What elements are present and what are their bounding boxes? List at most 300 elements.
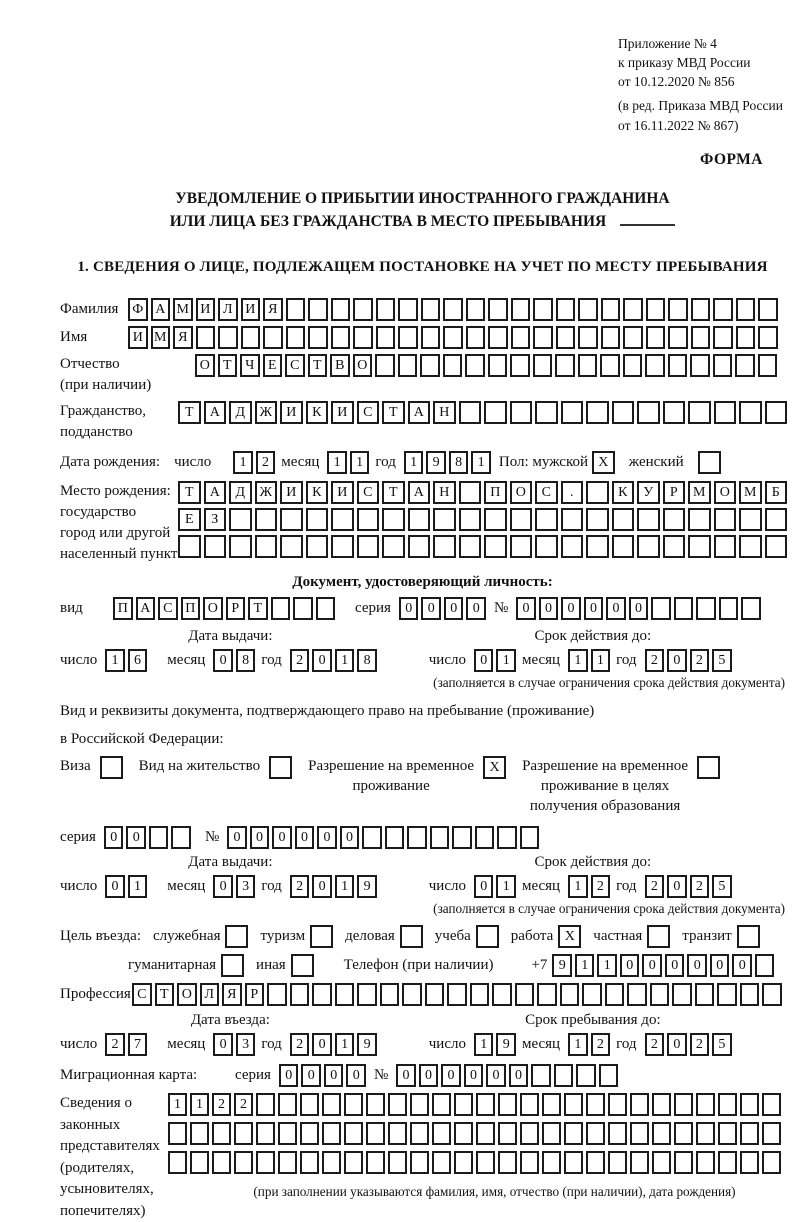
cell[interactable]	[713, 354, 733, 377]
cell[interactable]: 0	[312, 875, 332, 898]
cell[interactable]: 1	[168, 1093, 187, 1116]
cell[interactable]: Д	[229, 401, 252, 424]
cell[interactable]	[425, 983, 445, 1006]
cell[interactable]	[556, 326, 576, 349]
entry-month-boxes[interactable]	[213, 1033, 255, 1056]
cell[interactable]: 1	[496, 875, 516, 898]
cell[interactable]: Т	[308, 354, 328, 377]
cell[interactable]: 0	[509, 1064, 529, 1087]
cell[interactable]	[408, 535, 431, 558]
cell[interactable]: 0	[421, 597, 441, 620]
cell[interactable]	[241, 326, 261, 349]
cell[interactable]	[758, 326, 778, 349]
cell[interactable]	[718, 1093, 737, 1116]
citizenship-boxes[interactable]	[178, 401, 787, 424]
cell[interactable]	[280, 535, 303, 558]
cell[interactable]: 8	[357, 649, 377, 672]
purpose-transit-checkbox[interactable]	[737, 925, 760, 948]
cell[interactable]: И	[241, 298, 261, 321]
cell[interactable]	[432, 1122, 451, 1145]
purpose-study-checkbox[interactable]	[476, 925, 499, 948]
cell[interactable]: Р	[226, 597, 246, 620]
cell[interactable]	[510, 508, 533, 531]
cell[interactable]	[735, 354, 755, 377]
cell[interactable]: 0	[346, 1064, 366, 1087]
cell[interactable]: 0	[687, 954, 707, 977]
cell[interactable]	[637, 401, 660, 424]
cell[interactable]	[533, 326, 553, 349]
cell[interactable]	[256, 1093, 275, 1116]
cell[interactable]: Ф	[128, 298, 148, 321]
cell[interactable]	[421, 326, 441, 349]
cell[interactable]: П	[113, 597, 133, 620]
cell[interactable]	[398, 354, 418, 377]
cell[interactable]: 0	[710, 954, 730, 977]
cell[interactable]	[736, 298, 756, 321]
cell[interactable]	[663, 508, 686, 531]
cell[interactable]	[308, 298, 328, 321]
cell[interactable]: 5	[712, 875, 732, 898]
cell[interactable]	[765, 401, 788, 424]
cell[interactable]	[758, 298, 778, 321]
cell[interactable]: 0	[317, 826, 337, 849]
cell[interactable]: 1	[335, 1033, 355, 1056]
cell[interactable]	[498, 1093, 517, 1116]
cell[interactable]	[316, 597, 336, 620]
cell[interactable]	[713, 326, 733, 349]
birth-place-row-1-boxes[interactable]	[178, 481, 787, 504]
given-name-boxes[interactable]	[128, 326, 778, 349]
cell[interactable]	[278, 1093, 297, 1116]
doc-issue-month-boxes[interactable]	[213, 649, 255, 672]
cell[interactable]	[488, 298, 508, 321]
cell[interactable]	[221, 954, 244, 977]
cell[interactable]: 0	[732, 954, 752, 977]
cell[interactable]: С	[357, 401, 380, 424]
cell[interactable]	[637, 535, 660, 558]
cell[interactable]	[647, 925, 670, 948]
cell[interactable]	[382, 535, 405, 558]
cell[interactable]	[739, 535, 762, 558]
cell[interactable]: 5	[712, 1033, 732, 1056]
cell[interactable]	[408, 508, 431, 531]
cell[interactable]	[388, 1093, 407, 1116]
cell[interactable]	[510, 535, 533, 558]
cell[interactable]: Т	[382, 481, 405, 504]
cell[interactable]: 2	[290, 649, 310, 672]
cell[interactable]: 0	[584, 597, 604, 620]
residence-permit-checkbox[interactable]	[269, 756, 292, 779]
cell[interactable]	[484, 508, 507, 531]
cell[interactable]	[668, 298, 688, 321]
cell[interactable]	[646, 326, 666, 349]
residence-expiry-day-boxes[interactable]	[474, 875, 516, 898]
cell[interactable]	[470, 983, 490, 1006]
surname-boxes[interactable]	[128, 298, 778, 321]
cell[interactable]	[739, 401, 762, 424]
cell[interactable]: 0	[606, 597, 626, 620]
cell[interactable]	[388, 1122, 407, 1145]
cell[interactable]: .	[561, 481, 584, 504]
cell[interactable]	[542, 1122, 561, 1145]
cell[interactable]: 1	[474, 1033, 494, 1056]
cell[interactable]	[646, 298, 666, 321]
cell[interactable]	[322, 1122, 341, 1145]
cell[interactable]	[601, 326, 621, 349]
cell[interactable]	[586, 401, 609, 424]
cell[interactable]	[578, 326, 598, 349]
cell[interactable]: 2	[234, 1093, 253, 1116]
cell[interactable]: О	[195, 354, 215, 377]
cell[interactable]: 0	[629, 597, 649, 620]
cell[interactable]	[331, 326, 351, 349]
cell[interactable]	[100, 756, 123, 779]
cell[interactable]: Н	[433, 481, 456, 504]
cell[interactable]	[255, 535, 278, 558]
cell[interactable]	[290, 983, 310, 1006]
cell[interactable]	[637, 508, 660, 531]
cell[interactable]	[651, 597, 671, 620]
doc-expiry-day-boxes[interactable]	[474, 649, 516, 672]
cell[interactable]	[357, 535, 380, 558]
cell[interactable]	[586, 508, 609, 531]
doc-issue-day-boxes[interactable]	[105, 649, 147, 672]
cell[interactable]: 9	[496, 1033, 516, 1056]
cell[interactable]: 0	[324, 1064, 344, 1087]
cell[interactable]: 1	[575, 954, 595, 977]
purpose-tourism-checkbox[interactable]	[310, 925, 333, 948]
cell[interactable]	[696, 1093, 715, 1116]
cell[interactable]	[561, 535, 584, 558]
cell[interactable]	[533, 298, 553, 321]
cell[interactable]: Е	[263, 354, 283, 377]
cell[interactable]	[225, 925, 248, 948]
residence-issue-year-boxes[interactable]	[290, 875, 377, 898]
cell[interactable]: 2	[105, 1033, 125, 1056]
cell[interactable]: А	[204, 481, 227, 504]
cell[interactable]: Я	[173, 326, 193, 349]
cell[interactable]	[531, 1064, 551, 1087]
cell[interactable]	[520, 826, 540, 849]
cell[interactable]: 0	[250, 826, 270, 849]
cell[interactable]	[459, 535, 482, 558]
cell[interactable]	[256, 1122, 275, 1145]
cell[interactable]: 0	[642, 954, 662, 977]
purpose-official-checkbox[interactable]	[225, 925, 248, 948]
cell[interactable]: 1	[404, 451, 424, 474]
cell[interactable]	[739, 508, 762, 531]
cell[interactable]	[718, 1122, 737, 1145]
cell[interactable]	[736, 326, 756, 349]
cell[interactable]	[582, 983, 602, 1006]
cell[interactable]: Е	[178, 508, 201, 531]
cell[interactable]	[586, 535, 609, 558]
doc-issue-year-boxes[interactable]	[290, 649, 377, 672]
cell[interactable]	[443, 354, 463, 377]
cell[interactable]: 0	[486, 1064, 506, 1087]
cell[interactable]	[492, 983, 512, 1006]
cell[interactable]	[382, 508, 405, 531]
cell[interactable]	[310, 925, 333, 948]
cell[interactable]	[488, 354, 508, 377]
cell[interactable]	[269, 756, 292, 779]
birth-day-boxes[interactable]	[233, 451, 275, 474]
cell[interactable]	[375, 354, 395, 377]
cell[interactable]	[168, 1122, 187, 1145]
phone-boxes[interactable]	[552, 954, 774, 977]
cell[interactable]: О	[353, 354, 373, 377]
cell[interactable]	[476, 1093, 495, 1116]
cell[interactable]	[688, 508, 711, 531]
cell[interactable]: 1	[105, 649, 125, 672]
cell[interactable]: О	[203, 597, 223, 620]
cell[interactable]	[178, 535, 201, 558]
cell[interactable]: Б	[765, 481, 788, 504]
cell[interactable]	[578, 354, 598, 377]
cell[interactable]	[234, 1122, 253, 1145]
cell[interactable]: 2	[645, 1033, 665, 1056]
cell[interactable]: 9	[552, 954, 572, 977]
cell[interactable]: 1	[568, 649, 588, 672]
profession-boxes[interactable]	[132, 983, 782, 1006]
cell[interactable]: 1	[591, 649, 611, 672]
residence-issue-day-boxes[interactable]	[105, 875, 147, 898]
cell[interactable]: 0	[399, 597, 419, 620]
cell[interactable]	[229, 535, 252, 558]
cell[interactable]	[608, 1093, 627, 1116]
cell[interactable]	[674, 1122, 693, 1145]
cell[interactable]: С	[535, 481, 558, 504]
cell[interactable]	[430, 826, 450, 849]
residence-expiry-month-boxes[interactable]	[568, 875, 610, 898]
patronymic-boxes[interactable]	[195, 354, 777, 377]
cell[interactable]	[542, 1093, 561, 1116]
cell[interactable]	[484, 535, 507, 558]
birth-month-boxes[interactable]	[327, 451, 369, 474]
cell[interactable]	[510, 401, 533, 424]
cell[interactable]: 3	[236, 875, 256, 898]
cell[interactable]: 0	[301, 1064, 321, 1087]
cell[interactable]	[190, 1122, 209, 1145]
cell[interactable]	[149, 826, 169, 849]
cell[interactable]: 0	[419, 1064, 439, 1087]
cell[interactable]	[535, 508, 558, 531]
cell[interactable]: Я	[263, 298, 283, 321]
cell[interactable]	[696, 597, 716, 620]
cell[interactable]	[564, 1122, 583, 1145]
cell[interactable]	[475, 826, 495, 849]
cell[interactable]: 2	[591, 875, 611, 898]
cell[interactable]	[366, 1093, 385, 1116]
cell[interactable]	[713, 298, 733, 321]
cell[interactable]	[432, 1093, 451, 1116]
doc-number-boxes[interactable]	[516, 597, 761, 620]
cell[interactable]: А	[408, 401, 431, 424]
cell[interactable]: 2	[212, 1093, 231, 1116]
cell[interactable]	[433, 535, 456, 558]
cell[interactable]	[308, 326, 328, 349]
cell[interactable]: А	[408, 481, 431, 504]
cell[interactable]: 1	[335, 649, 355, 672]
cell[interactable]: 2	[290, 1033, 310, 1056]
cell[interactable]: 1	[233, 451, 253, 474]
cell[interactable]: 0	[464, 1064, 484, 1087]
cell[interactable]	[312, 983, 332, 1006]
cell[interactable]: 0	[516, 597, 536, 620]
cell[interactable]: 0	[466, 597, 486, 620]
cell[interactable]	[322, 1093, 341, 1116]
cell[interactable]	[291, 954, 314, 977]
cell[interactable]	[421, 298, 441, 321]
cell[interactable]	[696, 1122, 715, 1145]
cell[interactable]	[459, 481, 482, 504]
cell[interactable]: 2	[256, 451, 276, 474]
cell[interactable]: 0	[213, 649, 233, 672]
cell[interactable]: А	[136, 597, 156, 620]
cell[interactable]: 2	[690, 875, 710, 898]
cell[interactable]	[331, 508, 354, 531]
cell[interactable]	[688, 535, 711, 558]
cell[interactable]: 1	[568, 875, 588, 898]
cell[interactable]	[465, 354, 485, 377]
cell[interactable]: 0	[667, 875, 687, 898]
doc-expiry-month-boxes[interactable]	[568, 649, 610, 672]
cell[interactable]	[627, 983, 647, 1006]
cell[interactable]: 0	[561, 597, 581, 620]
entry-day-boxes[interactable]	[105, 1033, 147, 1056]
cell[interactable]	[357, 508, 380, 531]
residence-expiry-year-boxes[interactable]	[645, 875, 732, 898]
cell[interactable]: Ч	[240, 354, 260, 377]
cell[interactable]	[511, 298, 531, 321]
cell[interactable]	[599, 1064, 619, 1087]
cell[interactable]	[674, 1093, 693, 1116]
cell[interactable]	[535, 401, 558, 424]
cell[interactable]: 0	[474, 649, 494, 672]
cell[interactable]: 0	[667, 649, 687, 672]
cell[interactable]	[420, 354, 440, 377]
cell[interactable]	[691, 326, 711, 349]
cell[interactable]	[510, 354, 530, 377]
cell[interactable]	[344, 1122, 363, 1145]
cell[interactable]	[691, 298, 711, 321]
cell[interactable]	[357, 983, 377, 1006]
cell[interactable]: 0	[227, 826, 247, 849]
doc-series-boxes[interactable]	[399, 597, 486, 620]
cell[interactable]: М	[173, 298, 193, 321]
legal-reps-row-1-boxes[interactable]	[168, 1093, 781, 1116]
temp-residence-checkbox[interactable]	[483, 756, 506, 779]
cell[interactable]	[385, 826, 405, 849]
cell[interactable]	[484, 401, 507, 424]
cell[interactable]: Т	[382, 401, 405, 424]
cell[interactable]	[740, 1122, 759, 1145]
cell[interactable]	[300, 1122, 319, 1145]
cell[interactable]: С	[158, 597, 178, 620]
cell[interactable]	[668, 354, 688, 377]
cell[interactable]: Ж	[255, 481, 278, 504]
cell[interactable]	[466, 298, 486, 321]
cell[interactable]: 0	[295, 826, 315, 849]
cell[interactable]	[698, 451, 721, 474]
cell[interactable]: И	[280, 481, 303, 504]
cell[interactable]	[652, 1093, 671, 1116]
cell[interactable]	[218, 326, 238, 349]
cell[interactable]: П	[484, 481, 507, 504]
birth-place-row-2-boxes[interactable]	[178, 508, 787, 531]
cell[interactable]	[400, 925, 423, 948]
cell[interactable]	[306, 535, 329, 558]
cell[interactable]	[171, 826, 191, 849]
migration-number-boxes[interactable]	[396, 1064, 618, 1087]
cell[interactable]: 2	[591, 1033, 611, 1056]
cell[interactable]	[286, 326, 306, 349]
cell[interactable]: З	[204, 508, 227, 531]
cell[interactable]	[204, 535, 227, 558]
cell[interactable]: Т	[218, 354, 238, 377]
cell[interactable]	[737, 925, 760, 948]
cell[interactable]: Т	[178, 401, 201, 424]
cell[interactable]	[362, 826, 382, 849]
cell[interactable]: К	[612, 481, 635, 504]
cell[interactable]	[741, 597, 761, 620]
cell[interactable]	[229, 508, 252, 531]
cell[interactable]: 0	[667, 1033, 687, 1056]
cell[interactable]	[608, 1122, 627, 1145]
cell[interactable]: С	[357, 481, 380, 504]
cell[interactable]: 6	[128, 649, 148, 672]
purpose-work-checkbox[interactable]	[558, 925, 581, 948]
cell[interactable]: И	[280, 401, 303, 424]
cell[interactable]	[765, 508, 788, 531]
residence-series-boxes[interactable]	[104, 826, 191, 849]
cell[interactable]	[353, 298, 373, 321]
cell[interactable]	[520, 1122, 539, 1145]
cell[interactable]	[586, 1122, 605, 1145]
residence-issue-month-boxes[interactable]	[213, 875, 255, 898]
cell[interactable]: И	[196, 298, 216, 321]
purpose-other-checkbox[interactable]	[291, 954, 314, 977]
cell[interactable]	[672, 983, 692, 1006]
cell[interactable]: X	[558, 925, 581, 948]
cell[interactable]	[586, 481, 609, 504]
cell[interactable]	[459, 401, 482, 424]
cell[interactable]: И	[128, 326, 148, 349]
residence-number-boxes[interactable]	[227, 826, 539, 849]
cell[interactable]	[561, 401, 584, 424]
cell[interactable]: 1	[335, 875, 355, 898]
cell[interactable]	[762, 983, 782, 1006]
cell[interactable]	[586, 1093, 605, 1116]
cell[interactable]	[376, 298, 396, 321]
cell[interactable]	[454, 1122, 473, 1145]
cell[interactable]	[623, 298, 643, 321]
cell[interactable]	[556, 298, 576, 321]
cell[interactable]	[755, 954, 775, 977]
cell[interactable]: 0	[396, 1064, 416, 1087]
cell[interactable]	[630, 1122, 649, 1145]
cell[interactable]	[433, 508, 456, 531]
cell[interactable]: 0	[312, 649, 332, 672]
sex-female-checkbox[interactable]	[698, 451, 721, 474]
cell[interactable]: 1	[496, 649, 516, 672]
cell[interactable]	[645, 354, 665, 377]
cell[interactable]	[293, 597, 313, 620]
cell[interactable]: X	[592, 451, 615, 474]
cell[interactable]	[398, 298, 418, 321]
cell[interactable]	[714, 401, 737, 424]
cell[interactable]	[515, 983, 535, 1006]
